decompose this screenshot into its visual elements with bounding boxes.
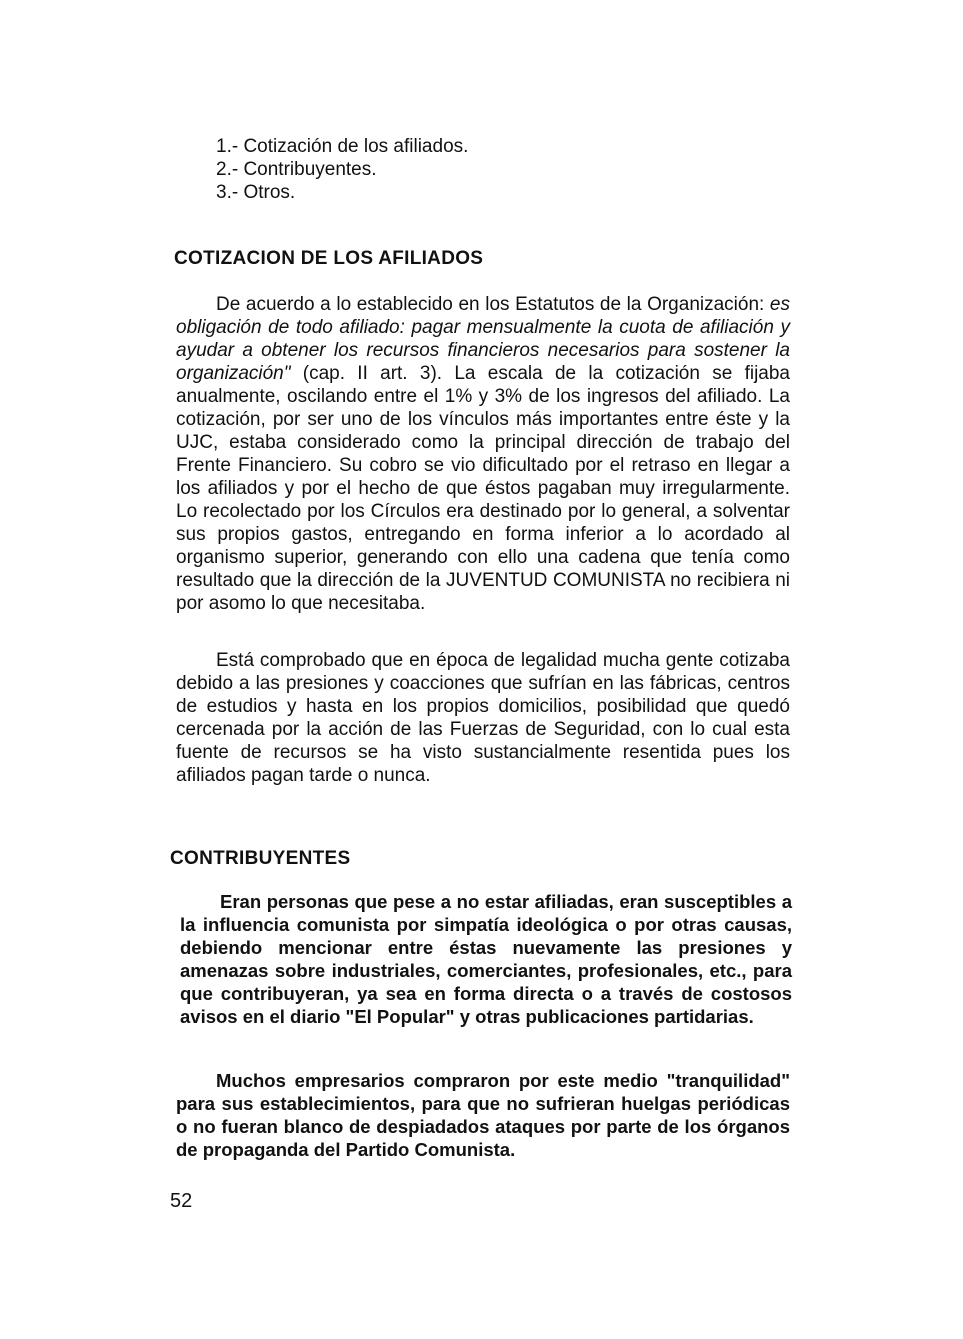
list-item: 1.- Cotización de los afiliados. <box>216 136 469 157</box>
list-item: 2.- Contribuyentes. <box>216 159 377 180</box>
topic-list <box>216 135 468 204</box>
section-heading-contribuyentes: CONTRIBUYENTES <box>170 848 351 869</box>
section-heading-cotizacion: COTIZACION DE LOS AFILIADOS <box>174 248 484 269</box>
paragraph-contributors <box>180 890 792 1028</box>
statute-quote: es obligación de todo afiliado: pagar mensualmente la cuota de afiliación y ayudar a obtener los recursos financieros necesarios para sostener la organización" <box>176 294 790 384</box>
paragraph-rest: (cap. II art. 3). La escala de la cotización se fijaba anualmente, oscilando entre el 1% y 3% de los ingresos del afiliado. La cotización, por ser uno de los vínculos más importantes entre éste y la UJC, estaba considerado como la principal dirección de trabajo del Frente Financiero. Su cobro se vio dificultado por el retraso en llegar a los afiliados y por el hecho de que éstos pagaban muy irregularmente. Lo recolectado por los Círculos era destinado por lo general, a solventar sus propios gastos, entregando en forma inferior a lo acordado al organismo superior, generando con ello una cadena que tenía como resultado que la dirección de la JUVENTUD COMUNISTA no recibiera ni por asomo lo que necesitaba. <box>176 363 790 614</box>
paragraph-legality <box>176 649 790 787</box>
paragraph-rest: y otras publicaciones partidarias. <box>454 1006 754 1027</box>
paragraph-text: Muchos empresarios compraron por este medio "tranquilidad" para sus establecimientos, para que no sufrieran huelgas periódicas o no fueran blanco de despiadados ataques por parte de los órganos de propaganda del Partido Comunista. <box>176 1070 790 1160</box>
list-item: 3.- Otros. <box>216 182 296 203</box>
paragraph-statutes <box>176 293 790 615</box>
page-number: 52 <box>170 1190 193 1212</box>
paragraph-text: Está comprobado que en época de legalidad mucha gente cotizaba debido a las presiones y coacciones que sufrían en las fábricas, centros de estudios y hasta en los propios domicilios, posibilidad que quedó cercenada por la acción de las Fuerzas de Seguridad, con lo cual esta fuente de recursos se ha visto sustancialmente resentida pues los afiliados pagan tarde o nunca. <box>176 650 790 786</box>
paragraph-intro: Eran personas que pese a no estar afiliadas, eran susceptibles a la influencia comunista por simpatía ideológica o por otras causas, debiendo mencionar entre éstas nuevamente las presiones y amenazas sobre industriales, comerciantes, profesionales, etc., para que contribuyeran, ya sea en forma directa o a través de costosos avisos en el diario <box>180 891 792 1027</box>
paragraph-intro: De acuerdo a lo establecido en los Estatutos de la Organización: <box>216 294 770 315</box>
newspaper-name: "El Popular" <box>345 1006 455 1027</box>
paragraph-businessmen <box>176 1069 790 1161</box>
